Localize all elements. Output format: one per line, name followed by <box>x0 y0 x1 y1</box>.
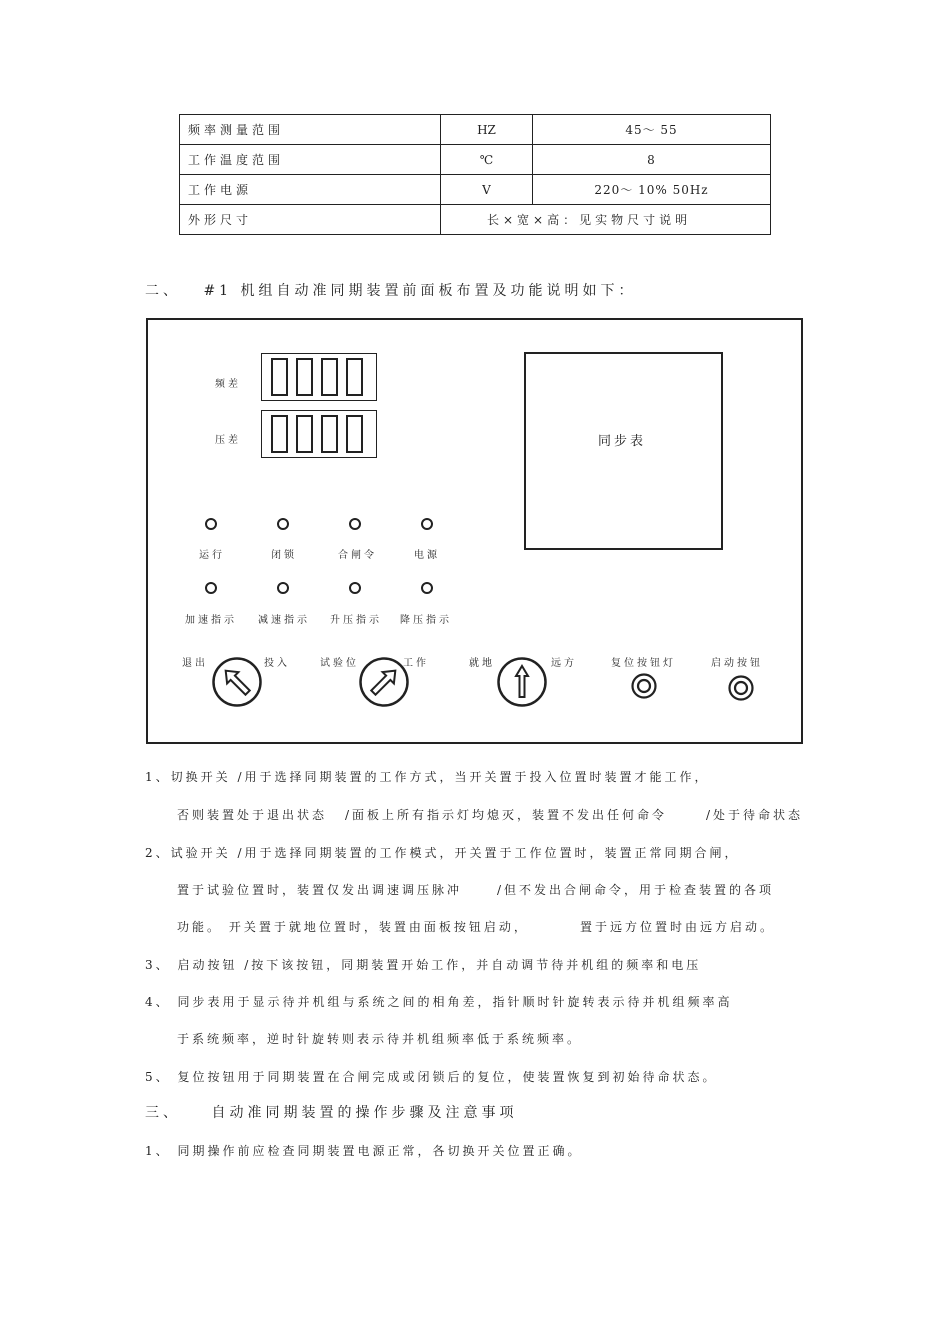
paragraph-1-line-1: 1、切换开关 /用于选择同期装置的工作方式，当开关置于投入位置时装置才能工作， <box>145 770 710 784</box>
section-3-paragraph-1: 1、 同期操作前应检查同期装置电源正常，各切换开关位置正确。 <box>145 1144 583 1158</box>
spec-unit: ℃ <box>441 145 533 175</box>
paragraph-3: 3、 启动按钮 /按下该按钮，同期装置开始工作，并自动调节待并机组的频率和电压 <box>145 958 702 972</box>
test-mode-switch-knob[interactable] <box>359 657 409 707</box>
spec-unit: V <box>441 175 533 205</box>
paragraph-2-line-3b: 置于远方位置时由远方启动。 <box>580 920 776 934</box>
lamp-label: 合闸令 <box>338 550 377 561</box>
paragraph-4-line-2: 于系统频率，逆时针旋转则表示待并机组频率低于系统频率。 <box>177 1032 583 1046</box>
spec-unit: HZ <box>441 115 533 145</box>
digit-segment <box>346 358 363 396</box>
speed-up-lamp <box>205 582 217 594</box>
display-2-label: 压差 <box>215 435 241 446</box>
knob-2-left-label: 试验位 <box>320 658 359 669</box>
section-number: 二、 <box>145 283 181 299</box>
voltage-diff-display <box>261 410 377 458</box>
paragraph-5: 5、 复位按钮用于同期装置在合闸完成或闭锁后的复位，使装置恢复到初始待命状态。 <box>145 1070 718 1084</box>
table-row <box>180 115 771 145</box>
knob-2-right-label: 工作 <box>403 658 429 669</box>
knob-3-right-label: 远方 <box>551 658 577 669</box>
spec-name: 外形尺寸 <box>180 205 441 235</box>
digit-segment <box>321 358 338 396</box>
paragraph-1-line-2b: /面板上所有指示灯均熄灭，装置不发出任何命令 <box>345 808 668 822</box>
reset-button-label: 复位按钮灯 <box>611 658 676 669</box>
section-2-title <box>145 280 637 300</box>
lamp-label: 加速指示 <box>185 615 237 626</box>
digit-segment <box>271 415 288 453</box>
local-remote-switch-knob[interactable] <box>497 657 547 707</box>
digit-segment <box>346 415 363 453</box>
digit-segment <box>271 358 288 396</box>
section-number: 三、 <box>145 1105 181 1121</box>
paragraph-2-line-1: 2、试验开关 /用于选择同期装置的工作模式，开关置于工作位置时，装置正常同期合闸， <box>145 846 740 860</box>
digit-segment <box>321 415 338 453</box>
synchroscope-screen <box>524 352 723 550</box>
knob-3-left-label: 就地 <box>469 658 495 669</box>
display-1-label: 频差 <box>215 379 241 390</box>
spec-name: 频率测量范围 <box>180 115 441 145</box>
paragraph-1-line-2a: 否则装置处于退出状态 <box>177 808 328 822</box>
spec-name: 工作温度范围 <box>180 145 441 175</box>
spec-table <box>179 114 771 235</box>
lamp-label: 闭锁 <box>271 550 297 561</box>
section-3-title <box>145 1102 517 1122</box>
paragraph-2-line-2b: /但不发出合闸命令，用于检查装置的各项 <box>497 883 775 897</box>
lamp-label: 升压指示 <box>330 615 382 626</box>
spec-merged-value: 长×宽×高：见实物尺寸说明 <box>441 205 771 235</box>
spec-value: 220～ 10% 50Hz <box>533 175 771 205</box>
close-command-lamp <box>349 518 361 530</box>
voltage-down-lamp <box>421 582 433 594</box>
run-indicator-lamp <box>205 518 217 530</box>
frequency-diff-display <box>261 353 377 401</box>
start-button-label: 启动按钮 <box>711 658 763 669</box>
reset-button[interactable] <box>631 673 657 699</box>
paragraph-2-line-2a: 置于试验位置时，装置仅发出调速调压脉冲 <box>177 883 463 897</box>
spec-value: 8 <box>533 145 771 175</box>
table-row <box>180 145 771 175</box>
lamp-label: 电源 <box>414 550 440 561</box>
paragraph-2-line-3a: 功能。 开关置于就地位置时，装置由面板按钮启动， <box>177 920 529 934</box>
paragraph-4-line-1: 4、 同步表用于显示待并机组与系统之间的相角差，指针顺时针旋转表示待并机组频率高 <box>145 995 733 1009</box>
speed-down-lamp <box>277 582 289 594</box>
digit-segment <box>296 415 313 453</box>
spec-value: 45～ 55 <box>533 115 771 145</box>
lamp-label: 降压指示 <box>400 615 452 626</box>
digit-segment <box>296 358 313 396</box>
section-title-text: 自动准同期装置的操作步骤及注意事项 <box>211 1105 518 1121</box>
lamp-label: 减速指示 <box>258 615 310 626</box>
start-button[interactable] <box>728 675 754 701</box>
front-panel-diagram <box>146 318 803 744</box>
enable-switch-knob[interactable] <box>212 657 262 707</box>
spec-name: 工作电源 <box>180 175 441 205</box>
table-row <box>180 205 771 235</box>
table-row <box>180 175 771 205</box>
voltage-up-lamp <box>349 582 361 594</box>
knob-1-left-label: 退出 <box>182 658 208 669</box>
paragraph-1-line-2c: /处于待命状态 <box>706 808 804 822</box>
knob-1-right-label: 投入 <box>264 658 290 669</box>
lamp-label: 运行 <box>199 550 225 561</box>
lock-indicator-lamp <box>277 518 289 530</box>
screen-label: 同步表 <box>598 434 647 449</box>
power-indicator-lamp <box>421 518 433 530</box>
section-title-text: #1 机组自动准同期装置前面板布置及功能说明如下： <box>203 283 637 299</box>
